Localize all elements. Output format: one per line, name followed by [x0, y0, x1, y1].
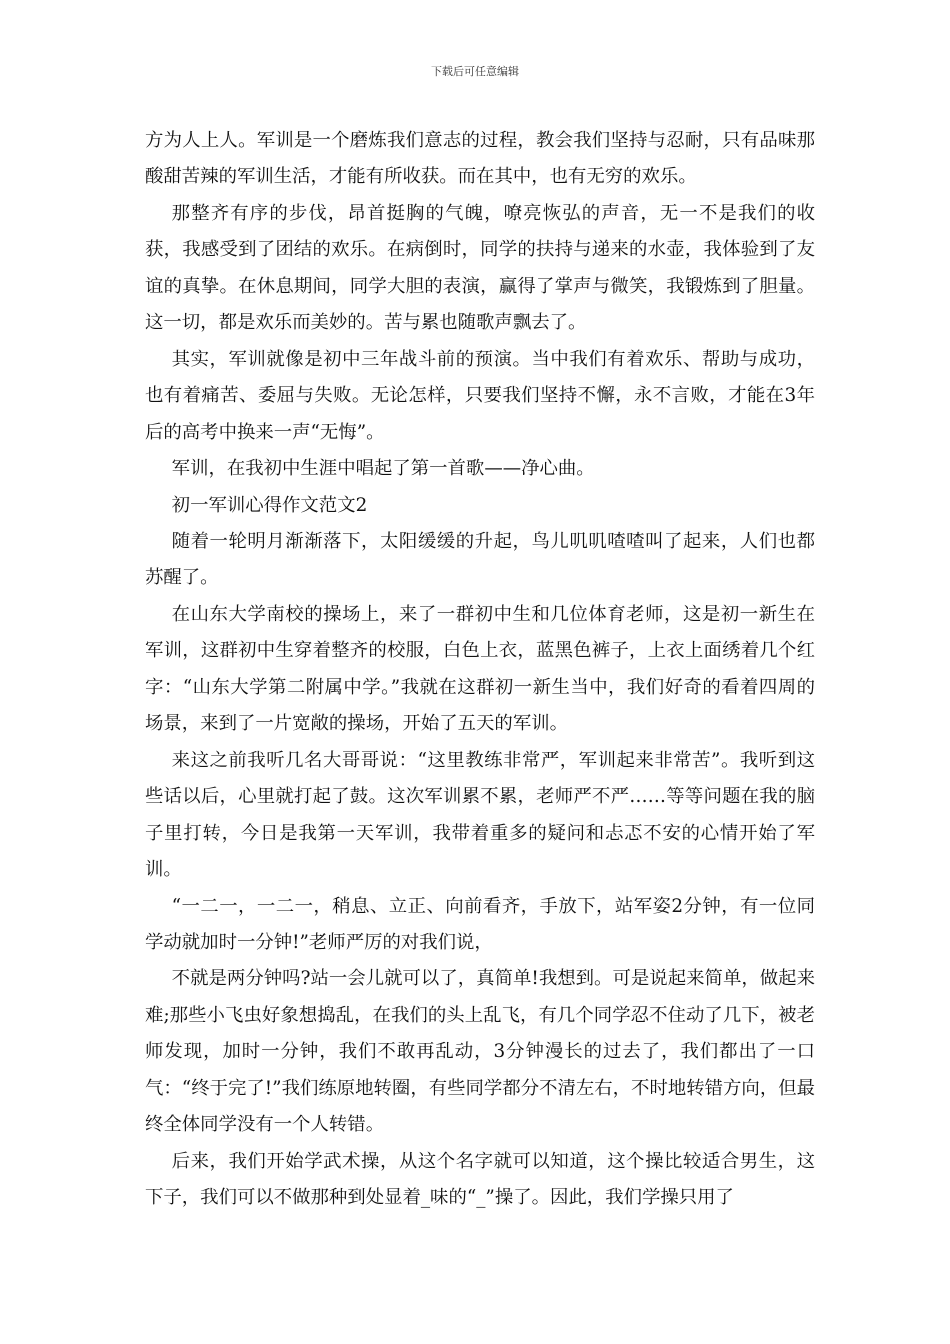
- paragraph: 方为人上人。军训是一个磨炼我们意志的过程，教会我们坚持与忍耐，只有品味那酸甜苦辣的军训生活，才能有所收获。而在其中，也有无穷的欢乐。: [145, 130, 815, 188]
- paragraph: 军训，在我初中生涯中唱起了第一首歌——净心曲。: [171, 458, 595, 480]
- paragraph: 其实，军训就像是初中三年战斗前的预演。当中我们有着欢乐、帮助与成功，也有着痛苦、委屈与失败。无论怎样，只要我们坚持不懈，永不言败，才能在3年后的高考中换来一声“无悔”。: [145, 348, 815, 443]
- paragraph: 不就是两分钟吗?站一会儿就可以了，真简单!我想到。可是说起来简单，做起来难;那些小飞虫好象想捣乱，在我们的头上乱飞，有几个同学忍不住动了几下，被老师发现，加时一分钟，我们不敢再乱动，3分钟漫长的过去了，我们都出了一口气：“终于完了!”我们练原地转圈，有些同学都分不清左右，不时地转错方向，但最终全体同学没有一个人转错。: [145, 968, 815, 1136]
- page-header: 下载后可任意编辑: [431, 65, 519, 78]
- paragraph: “一二一，一二一，稍息、立正、向前看齐，手放下，站军姿2分钟，有一位同学动就加时一分钟!”老师严厉的对我们说，: [145, 895, 815, 953]
- document-body: [145, 123, 815, 1217]
- section-title: 初一军训心得作文范文2: [171, 494, 368, 516]
- paragraph: 随着一轮明月渐渐落下，太阳缓缓的升起，鸟儿叽叽喳喳叫了起来，人们也都苏醒了。: [145, 530, 815, 589]
- paragraph: 后来，我们开始学武术操，从这个名字就可以知道，这个操比较适合男生，这下子，我们可以不做那种到处显着_味的“_”操了。因此，我们学操只用了: [145, 1150, 815, 1209]
- paragraph: 来这之前我听几名大哥哥说：“这里教练非常严，军训起来非常苦”。我听到这些话以后，心里就打起了鼓。这次军训累不累，老师严不严……等等问题在我的脑子里打转，今日是我第一天军训，我带着重多的疑问和忐忑不安的心情开始了军训。: [145, 749, 815, 881]
- paragraph: 在山东大学南校的操场上，来了一群初中生和几位体育老师，这是初一新生在军训，这群初中生穿着整齐的校服，白色上衣，蓝黑色裤子，上衣上面绣着几个红字：“山东大学第二附属中学。”我就在这群初一新生当中，我们好奇的看着四周的场景，来到了一片宽敞的操场，开始了五天的军训。: [145, 603, 815, 735]
- paragraph: 那整齐有序的步伐，昂首挺胸的气魄，嘹亮恢弘的声音，无一不是我们的收获，我感受到了团结的欢乐。在病倒时，同学的扶持与递来的水壶，我体验到了友谊的真挚。在休息期间，同学大胆的表演，赢得了掌声与微笑，我锻炼到了胆量。这一切，都是欢乐而美妙的。苦与累也随歌声飘去了。: [145, 202, 815, 334]
